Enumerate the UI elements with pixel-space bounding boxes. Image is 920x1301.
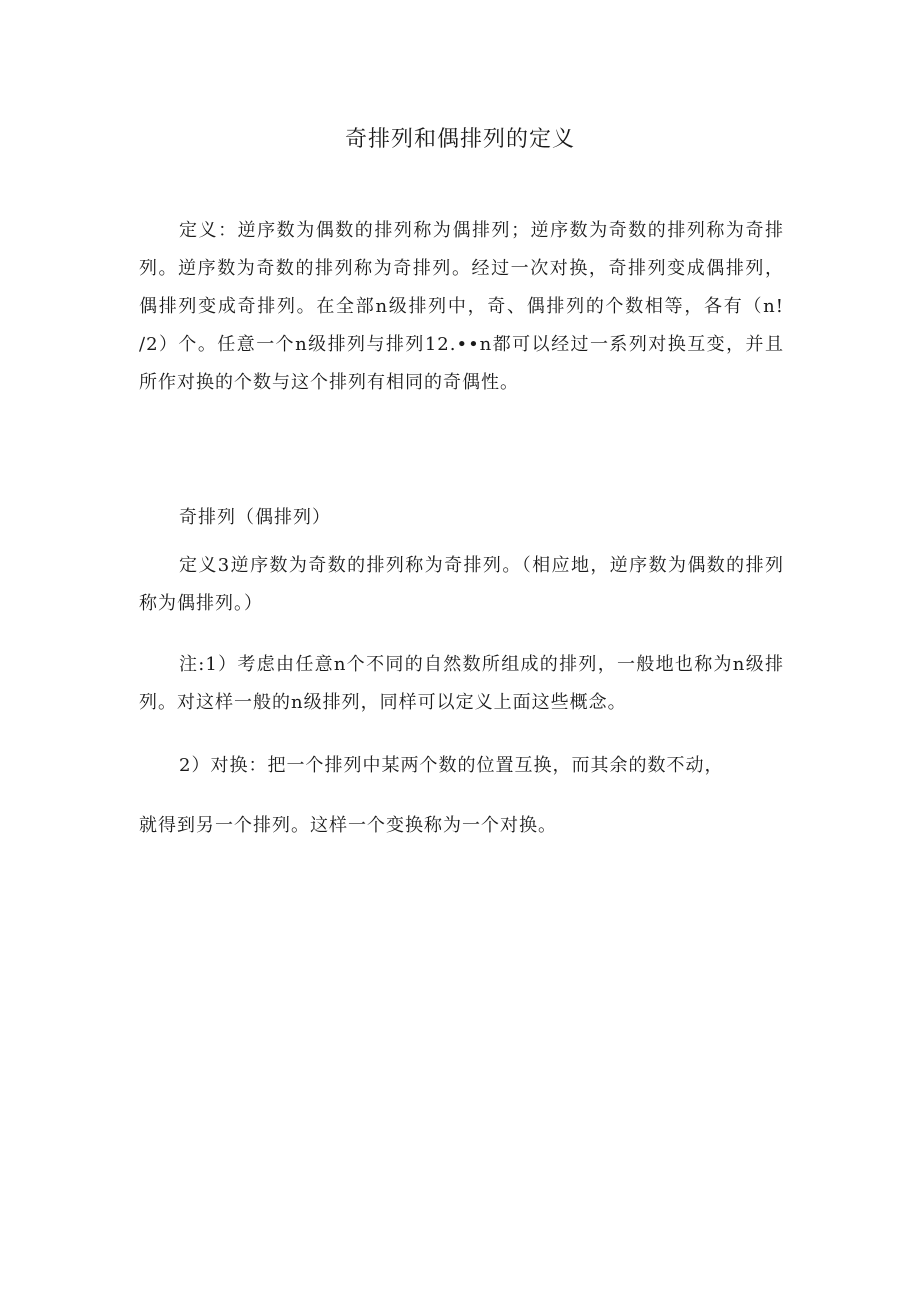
paragraph-definition: 定义：逆序数为偶数的排列称为偶排列；逆序数为奇数的排列称为奇排列。逆序数为奇数的排列称为奇排列。经过一次对换，奇排列变成偶排列，偶排列变成奇排列。在全部n级排列中，奇、偶排列的个数相等，各有（n!∕2）个。任意一个n级排列与排列12.••n都可以经过一系列对换互变，并且所作对换的个数与这个排列有相同的奇偶性。 [139,220,784,393]
paragraph-definition-3: 定义3逆序数为奇数的排列称为奇排列。（相应地，逆序数为偶数的排列称为偶排列。） [139,555,784,614]
paragraph-note-1: 注:1）考虑由任意n个不同的自然数所组成的排列，一般地也称为n级排列。对这样一般的n级排列，同样可以定义上面这些概念。 [139,654,784,713]
document-title: 奇排列和偶排列的定义 [344,127,575,152]
paragraph-heading-odd-even: 奇排列（偶排列） [179,507,331,528]
paragraph-note-2-continued: 就得到另一个排列。这样一个变换称为一个对换。 [139,815,557,836]
paragraph-note-2: 2）对换：把一个排列中某两个数的位置互换，而其余的数不动， [179,755,724,776]
